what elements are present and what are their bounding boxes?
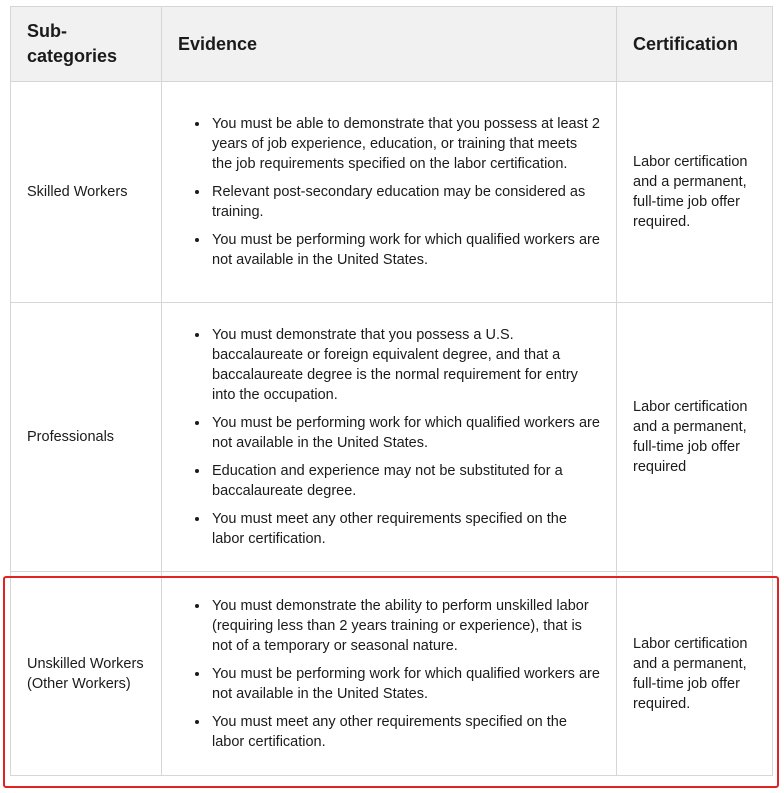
evidence-item: • You must be performing work for which qualified workers are not available in the United States. xyxy=(210,413,600,453)
table-header xyxy=(11,7,773,82)
certification-cell: Labor certification and a permanent, full-time job offer required. xyxy=(617,572,773,776)
evidence-cell xyxy=(162,572,617,776)
table-body xyxy=(11,82,773,776)
table-row-professionals xyxy=(11,303,773,572)
evidence-cell xyxy=(162,82,617,303)
table-row-unskilled-workers xyxy=(11,572,773,776)
evidence-item: • Education and experience may not be substituted for a baccalaureate degree. xyxy=(210,461,600,501)
certification-cell: Labor certification and a permanent, full-time job offer required. xyxy=(617,82,773,303)
evidence-item: • You must be able to demonstrate that you possess at least 2 years of job experience, education, or training that meets the job requirements specified on the labor certification. xyxy=(210,114,600,174)
evidence-list xyxy=(178,325,600,549)
evidence-item: • You must demonstrate that you possess a U.S. baccalaureate or foreign equivalent degree, and that a baccalaureate degree is the normal requirement for entry into the occupation. xyxy=(210,325,600,405)
subcategory-cell: Skilled Workers xyxy=(11,82,162,303)
header-subcategories: Sub-categories xyxy=(11,7,162,82)
evidence-item: • You must be performing work for which qualified workers are not available in the United States. xyxy=(210,664,600,704)
evidence-cell xyxy=(162,303,617,572)
certification-cell: Labor certification and a permanent, full-time job offer required xyxy=(617,303,773,572)
header-evidence: Evidence xyxy=(162,7,617,82)
requirements-table xyxy=(10,6,773,776)
evidence-list xyxy=(178,114,600,270)
evidence-item: • You must be performing work for which qualified workers are not available in the United States. xyxy=(210,230,600,270)
evidence-item: • You must demonstrate the ability to perform unskilled labor (requiring less than 2 years training or experience), that is not of a temporary or seasonal nature. xyxy=(210,596,600,656)
evidence-item: • You must meet any other requirements specified on the labor certification. xyxy=(210,712,600,752)
subcategory-cell: Professionals xyxy=(11,303,162,572)
header-row xyxy=(11,7,773,82)
evidence-item: • You must meet any other requirements specified on the labor certification. xyxy=(210,509,600,549)
header-certification: Certification xyxy=(617,7,773,82)
evidence-list xyxy=(178,596,600,752)
table-row-skilled-workers xyxy=(11,82,773,303)
evidence-item: • Relevant post-secondary education may be considered as training. xyxy=(210,182,600,222)
subcategory-cell: Unskilled Workers (Other Workers) xyxy=(11,572,162,776)
